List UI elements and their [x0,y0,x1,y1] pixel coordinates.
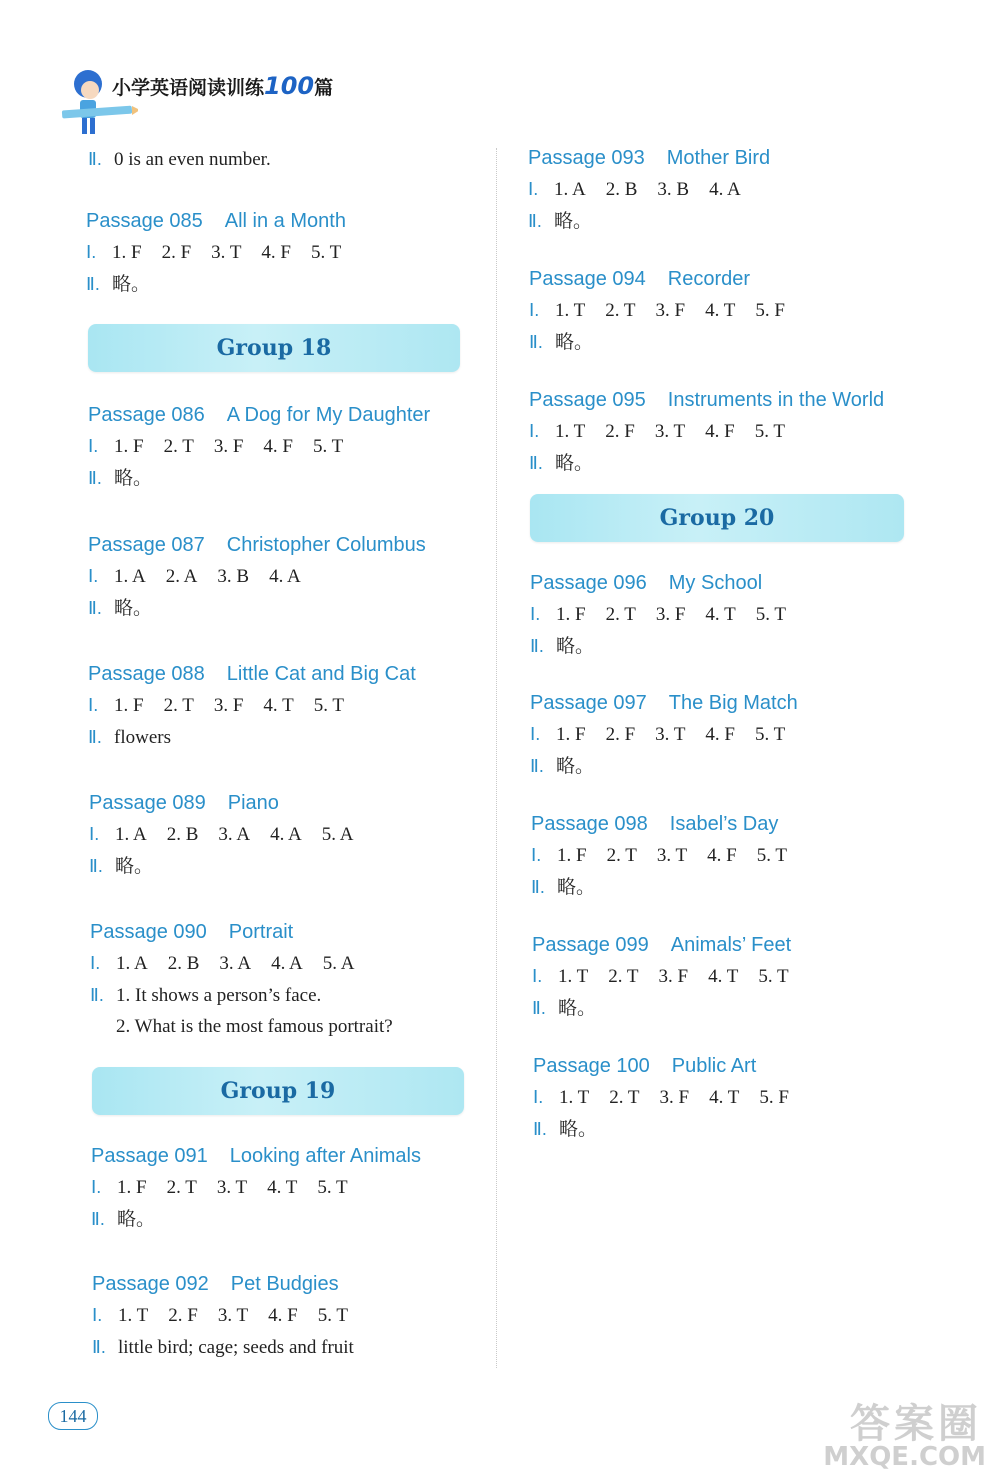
answer-text: 1. A [114,566,146,587]
answer-text: 5. T [311,242,342,263]
answer-text: 2. T [163,436,194,457]
roman-numeral: Ⅱ. [531,877,545,897]
answer-text: 5. A [322,953,355,974]
answer-text: 4. F [261,242,291,263]
roman-numeral: Ⅱ. [530,636,544,656]
answer-text: 4. T [705,300,736,321]
answer-row-1 [88,560,426,592]
passage-099 [532,930,809,1024]
roman-numeral: Ⅱ. [88,598,102,618]
passage-heading [533,1051,809,1081]
answer-text: 1. F [556,724,586,745]
answer-text: 5. T [313,436,344,457]
passage-title: Portrait [228,921,294,943]
answer-text: 2. F [605,724,636,745]
roman-numeral: Ⅰ. [530,724,541,744]
passage-088 [88,659,416,753]
passage-heading [528,143,770,173]
answer-row-2 [530,750,805,782]
answer-text: 4. T [708,966,739,987]
group-20-banner [530,494,904,542]
answer-row-2 [88,462,430,494]
answer-text: 5. T [755,604,786,625]
answer-text: 略。 [555,332,594,353]
answer-text: 1. T [118,1305,149,1326]
answer-text: 略。 [559,1119,598,1140]
answer-text: 略。 [557,877,596,898]
passage-094 [529,264,805,358]
answer-text: 3. F [659,1087,690,1108]
roman-numeral: Ⅱ. [89,856,103,876]
answer-row-2 [90,979,393,1011]
answer-text: 2. T [605,604,636,625]
answer-text: 3. F [655,300,686,321]
answer-row-1 [89,818,373,850]
answer-row-1 [90,947,393,979]
roman-numeral: Ⅱ. [88,149,102,169]
continued-answer [88,143,271,175]
answer-text: 4. F [705,724,735,745]
passage-heading [90,917,393,947]
passage-title: Animals’ Feet [670,934,792,956]
answer-text: 2. T [163,695,194,716]
passage-label: Passage 100 [533,1055,650,1077]
answer-text: 4. T [267,1177,298,1198]
answer-text: 3. T [216,1177,248,1198]
answer-row-1 [92,1299,368,1331]
answer-text: 1. A [554,179,586,200]
passage-title: My School [668,572,763,594]
passage-label: Passage 091 [91,1145,208,1167]
group-19-banner [92,1067,464,1115]
answer-text: 2. F [161,242,192,263]
answer-text: 4. F [707,845,737,866]
answer-row-1 [529,415,884,447]
answer-row [88,143,271,175]
passage-title: Recorder [667,268,751,290]
answer-row-1 [529,294,805,326]
answer-text: 2. F [605,421,635,442]
group-18-banner [88,324,460,372]
answer-text: 3. A [218,824,251,845]
roman-numeral: Ⅱ. [530,756,544,776]
answer-text: 4. A [269,566,301,587]
answer-row-2 [88,721,416,753]
answer-text: 4. A [270,824,302,845]
passage-096 [530,568,806,662]
answer-text: 5. F [755,300,785,321]
passage-089 [89,788,373,882]
passage-title: Christopher Columbus [226,534,426,556]
answer-text: 略。 [556,636,595,657]
watermark-logo-text: 答案圈 [850,1401,982,1447]
answer-row-2 [529,326,805,358]
passage-098 [531,809,807,903]
passage-title: Looking after Animals [229,1145,421,1167]
passage-title: Instruments in the World [667,389,885,411]
roman-numeral: Ⅰ. [88,566,99,586]
answer-text: 4. T [705,604,736,625]
site-watermark [815,1392,990,1476]
answer-text: 1. F [114,695,144,716]
answer-row-1 [530,598,806,630]
passage-title: Pet Budgies [230,1273,339,1295]
roman-numeral: Ⅰ. [86,242,97,262]
answer-text: 略。 [117,1209,156,1230]
answer-row-3 [90,1011,393,1043]
answer-row-2 [86,268,361,300]
roman-numeral: Ⅰ. [89,824,100,844]
answer-text: 1. F [117,1177,147,1198]
answer-text: 4. F [705,421,735,442]
book-title-number: 100 [264,72,315,100]
roman-numeral: Ⅱ. [529,453,543,473]
roman-numeral: Ⅱ. [529,332,543,352]
answer-text: 2. T [605,300,636,321]
roman-numeral: Ⅰ. [529,421,540,441]
answer-row-1 [86,236,361,268]
passage-heading [86,206,361,236]
page-number: 144 [48,1402,98,1430]
answer-text: 4. T [263,695,294,716]
passage-title: Public Art [671,1055,757,1077]
roman-numeral: Ⅱ. [86,274,100,294]
answer-text: 4. A [271,953,303,974]
answer-text: 3. B [657,179,690,200]
answer-row-1 [91,1171,421,1203]
answer-row-2 [530,630,806,662]
answer-text: 1. F [112,242,142,263]
passage-label: Passage 088 [88,663,205,685]
book-header [58,62,378,142]
answer-text: 略。 [554,211,593,232]
answer-text: 3. F [658,966,689,987]
answer-text: 4. F [268,1305,298,1326]
answer-text: 2. What is the most famous portrait? [116,1016,393,1037]
answer-text: 5. T [756,845,787,866]
passage-title: The Big Match [668,692,798,714]
answer-text: 2. B [167,953,200,974]
passage-heading [529,264,805,294]
passage-label: Passage 099 [532,934,649,956]
answer-text: 2. B [166,824,199,845]
roman-numeral: Ⅱ. [528,211,542,231]
answer-row-2 [91,1203,421,1235]
answer-text: 4. A [709,179,741,200]
roman-numeral: Ⅰ. [88,695,99,715]
passage-100 [533,1051,809,1145]
answer-row-1 [88,689,416,721]
answer-row-1 [88,430,430,462]
passage-091 [91,1141,421,1235]
group-label: Group 20 [659,505,775,531]
passage-label: Passage 096 [530,572,647,594]
group-label: Group 18 [216,335,332,361]
passage-heading [532,930,809,960]
answer-text: 1. F [114,436,144,457]
passage-label: Passage 090 [90,921,207,943]
answer-text: 2. T [606,845,637,866]
answer-row-1 [530,718,805,750]
answer-text: 4. F [263,436,293,457]
answer-text: 3. F [213,695,244,716]
answer-row-2 [529,447,884,479]
passage-090 [90,917,393,1043]
roman-numeral: Ⅰ. [533,1087,544,1107]
answer-text: 2. B [605,179,638,200]
answer-text: 5. T [313,695,344,716]
answer-text: 5. F [759,1087,789,1108]
passage-085 [86,206,361,300]
answer-row-1 [528,173,770,205]
answer-row-2 [533,1113,809,1145]
watermark-url: MXQE.COM [823,1442,986,1472]
answer-text: 略。 [114,598,153,619]
answer-text: 3. T [655,724,686,745]
passage-title: Mother Bird [666,147,771,169]
answer-text: 5. T [758,966,789,987]
roman-numeral: Ⅰ. [528,179,539,199]
passage-heading [92,1269,368,1299]
passage-title: Piano [227,792,279,814]
answer-row-2 [89,850,373,882]
passage-title: Isabel’s Day [669,813,779,835]
passage-heading [88,400,430,430]
passage-label: Passage 095 [529,389,646,411]
answer-row-2 [531,871,807,903]
answer-row-1 [531,839,807,871]
answer-text: 3. F [213,436,244,457]
passage-title: A Dog for My Daughter [226,404,431,426]
answer-text: 略。 [115,856,154,877]
answer-text: 2. T [608,966,639,987]
answer-text: 略。 [556,756,595,777]
passage-title: All in a Month [224,210,346,232]
answer-text: 3. T [656,845,688,866]
roman-numeral: Ⅰ. [90,953,101,973]
answer-text: 0 is an even number. [114,149,271,170]
book-title-cn: 小学英语阅读训练 [112,77,265,99]
answer-text: 2. T [609,1087,640,1108]
passage-label: Passage 097 [530,692,647,714]
answer-text: 3. B [217,566,250,587]
book-title-suffix: 篇 [314,77,334,99]
passage-title: Little Cat and Big Cat [226,663,416,685]
answer-text: 1. T [558,966,589,987]
passage-label: Passage 089 [89,792,206,814]
answer-text: flowers [114,727,171,748]
passage-heading [88,659,416,689]
answer-text: 略。 [558,998,597,1019]
roman-numeral: Ⅱ. [533,1119,547,1139]
answer-text: 5. A [321,824,354,845]
passage-label: Passage 087 [88,534,205,556]
answer-text: 略。 [555,453,594,474]
passage-087 [88,530,426,624]
passage-heading [89,788,373,818]
answer-text: 3. F [655,604,686,625]
passage-label: Passage 098 [531,813,648,835]
answer-text: 5. T [317,1305,348,1326]
answer-row-1 [533,1081,809,1113]
answer-text: 2. F [168,1305,198,1326]
answer-row-2 [532,992,809,1024]
passage-heading [91,1141,421,1171]
answer-row-2 [88,592,426,624]
roman-numeral: Ⅰ. [530,604,541,624]
answer-row-2 [528,205,770,237]
passage-095 [529,385,884,479]
passage-heading [88,530,426,560]
passage-heading [531,809,807,839]
answer-text: 1. A [115,824,147,845]
roman-numeral: Ⅱ. [91,1209,105,1229]
answer-text: 5. T [755,724,786,745]
answer-text: 3. T [211,242,242,263]
roman-numeral: Ⅱ. [532,998,546,1018]
roman-numeral: Ⅰ. [92,1305,103,1325]
answer-text: 1. F [556,604,586,625]
answer-text: 2. A [165,566,198,587]
roman-numeral: Ⅰ. [529,300,540,320]
book-title [112,72,333,100]
answer-text: 3. A [219,953,252,974]
answer-text: 1. A [116,953,148,974]
group-label: Group 19 [220,1078,336,1104]
column-divider [496,148,497,1368]
answer-text: 5. T [317,1177,348,1198]
roman-numeral: Ⅱ. [90,985,104,1005]
answer-row-1 [532,960,809,992]
passage-label: Passage 086 [88,404,205,426]
passage-heading [530,688,805,718]
passage-label: Passage 094 [529,268,646,290]
answer-text: 1. T [555,421,586,442]
answer-text: 1. It shows a person’s face. [116,985,322,1006]
roman-numeral: Ⅱ. [88,468,102,488]
passage-092 [92,1269,368,1363]
passage-label: Passage 092 [92,1273,209,1295]
answer-text: 1. F [557,845,587,866]
roman-numeral: Ⅱ. [92,1337,106,1357]
answer-text: 略。 [112,274,151,295]
roman-numeral: Ⅰ. [531,845,542,865]
answer-text: 略。 [114,468,153,489]
passage-label: Passage 085 [86,210,203,232]
answer-text: little bird; cage; seeds and fruit [118,1337,354,1358]
passage-097 [530,688,805,782]
passage-093 [528,143,770,237]
answer-row-2 [92,1331,368,1363]
answer-text: 3. T [217,1305,249,1326]
roman-numeral: Ⅰ. [91,1177,102,1197]
passage-heading [530,568,806,598]
roman-numeral: Ⅱ. [88,727,102,747]
roman-numeral: Ⅰ. [88,436,99,456]
answer-text: 1. T [555,300,586,321]
answer-text: 5. T [754,421,785,442]
passage-086 [88,400,430,494]
answer-text: 3. T [654,421,686,442]
roman-numeral: Ⅰ. [532,966,543,986]
passage-label: Passage 093 [528,147,645,169]
answer-text: 2. T [166,1177,197,1198]
answer-text: 4. T [709,1087,740,1108]
answer-text: 1. T [559,1087,590,1108]
passage-heading [529,385,884,415]
